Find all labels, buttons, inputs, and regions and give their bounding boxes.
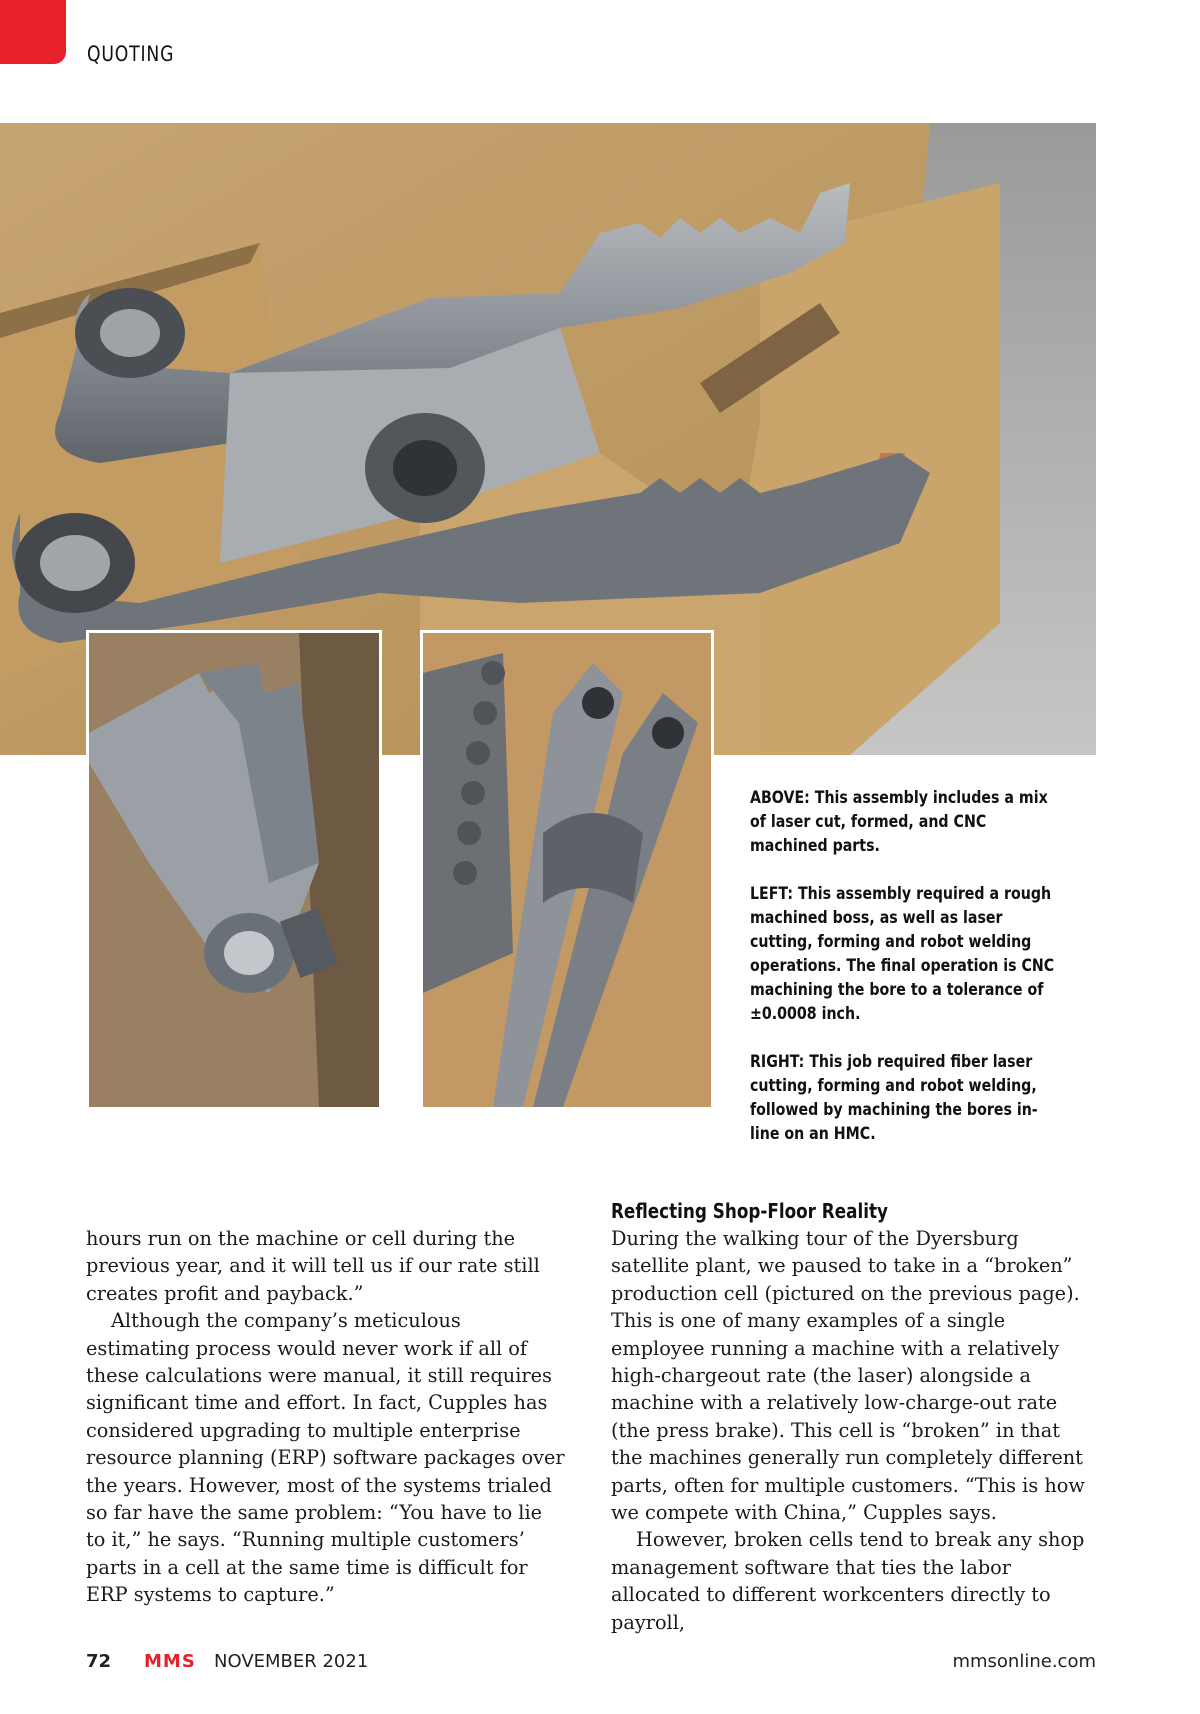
photo-captions — [750, 786, 1060, 1170]
caption-left: LEFT: This assembly required a rough machined boss, as well as laser cutting, forming and robot welding operations. The final operation is CNC machining the bore to a tolerance of ±0.0008 inch. — [750, 884, 1055, 1023]
paragraph: During the walking tour of the Dyersburg satellite plant, we paused to take in a “broken” production cell (pictured on the previous page). This is one of many examples of a single employee running a machine with a relatively high-chargeout rate (the laser) alongside a machine with a relatively low-charge-out rate (the press brake). This cell is “broken” in that the machines generally run completely different parts, often for multiple customers. “This is how we compete with China,” Cupples says. — [611, 1227, 1085, 1525]
left-inset-photo — [86, 630, 382, 1110]
caption-right: RIGHT: This job required fiber laser cutting, forming and robot welding, followed by machining the bores in-line on an HMC. — [750, 1052, 1038, 1143]
issue-date: NOVEMBER 2021 — [214, 1651, 369, 1672]
caption-above: ABOVE: This assembly includes a mix of laser cut, formed, and CNC machined parts. — [750, 788, 1048, 855]
left-inset-illustration — [89, 633, 379, 1107]
page-footer — [86, 1651, 1096, 1681]
paragraph: Although the company’s meticulous estimating process would never work if all of these calculations were manual, it still requires significant time and effort. In fact, Cupples has considered upgrading to multiple enterprise resource planning (ERP) software packages over the years. However, most of the systems trialed so far have the same problem: “You have to lie to it,” he says. “Running multiple customers’ parts in a cell at the same time is difficult for ERP systems to capture.” — [86, 1309, 565, 1607]
right-inset-photo — [420, 630, 714, 1110]
section-subhead: Reflecting Shop-Floor Reality — [611, 1199, 888, 1223]
article-left-column — [86, 1225, 566, 1609]
paragraph: hours run on the machine or cell during the previous year, and it will tell us if our rate still creates profit and payback.” — [86, 1227, 540, 1305]
section-label: QUOTING — [87, 42, 175, 66]
website-url[interactable]: mmsonline.com — [952, 1651, 1096, 1672]
page-number: 72 — [86, 1651, 112, 1672]
article-right-column — [611, 1198, 1091, 1636]
paragraph: However, broken cells tend to break any shop management software that ties the labor allocated to different workcenters directly to payroll, — [611, 1528, 1085, 1634]
section-tab — [0, 0, 66, 64]
magazine-logo: MMS — [144, 1651, 196, 1672]
right-inset-illustration — [423, 633, 711, 1107]
